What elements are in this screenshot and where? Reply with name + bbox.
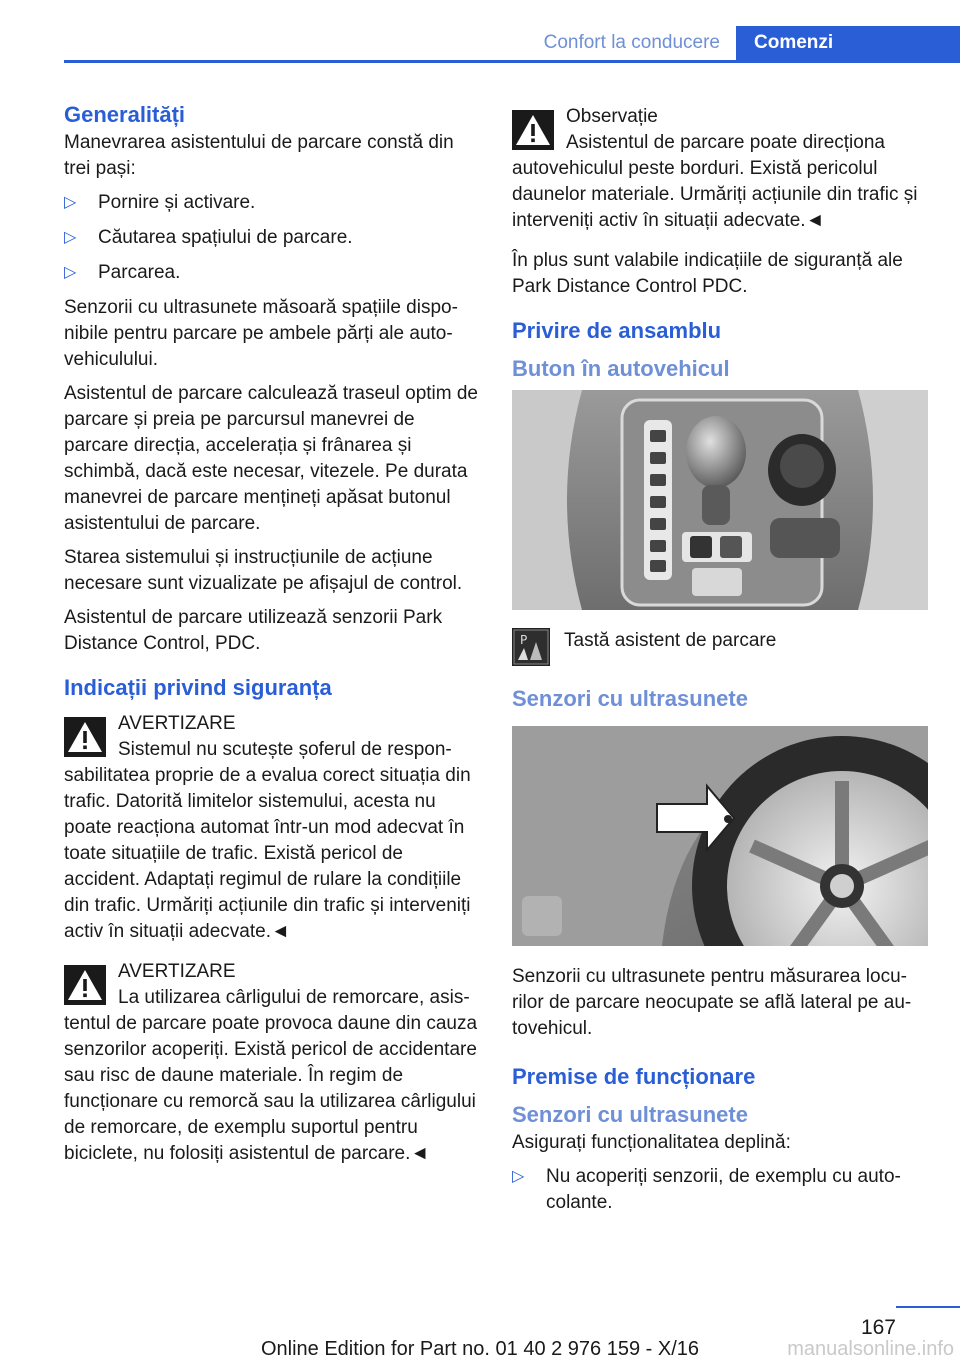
watermark: manualsonline.info <box>787 1338 954 1360</box>
note-box <box>512 104 928 234</box>
heading-ultrasonic: Senzori cu ultrasunete <box>512 686 748 711</box>
pdc-paragraph: Asistentul de parcare utilizează senzorii Park Distance Control, PDC. <box>64 607 443 654</box>
heading-overview: Privire de ansamblu <box>512 318 722 343</box>
triangle-bullet-icon: ▷ <box>512 1168 525 1185</box>
warning-title: AVERTIZARE <box>118 961 236 982</box>
caption-text: Tastă asistent de parcare <box>564 630 777 651</box>
edition-footer: Online Edition for Part no. 01 40 2 976 159 - X/16 <box>260 1338 700 1360</box>
ultrasonic-paragraph: Senzorii cu ultrasunete pentru măsurarea locurilor de parcare neocupate se află lateral pe autovehicul. <box>512 966 912 1039</box>
svg-text:P: P <box>520 633 528 647</box>
note-title: Observație <box>566 106 658 127</box>
intro-paragraph: Manevrarea asistentului de parcare constă din trei pași: <box>64 132 454 179</box>
header-chapter-tab: Comenzi <box>736 26 960 60</box>
header-rule <box>64 60 960 63</box>
warning-triangle-icon <box>64 965 106 1005</box>
center-console-image <box>512 390 928 610</box>
heading-button: Buton în autovehicul <box>512 356 730 381</box>
warning-text: Sistemul nu scutește șoferul de responsabilitatea proprie de a evalua corect situația din trafic. Datorită limitelor sistemului, acesta nu poate reacționa automat într-un mod adecvat în toate situațiile de trafic. Există pericol de accident. Adaptați regimul de rulare la condițiile din trafic. Urmăriți acțiunile din trafic și interveniți activ în situații adecvate.◄ <box>64 739 471 942</box>
triangle-bullet-icon: ▷ <box>64 264 77 281</box>
right-column <box>512 100 928 1225</box>
steps-list <box>64 190 480 286</box>
triangle-bullet-icon: ▷ <box>64 194 77 211</box>
warning-title: AVERTIZARE <box>118 713 236 734</box>
warning-box-2 <box>64 959 480 1167</box>
status-paragraph: Starea sistemului și instrucțiunile de acțiune necesare sunt vizualizate pe afișajul de control. <box>64 547 463 594</box>
triangle-bullet-icon: ▷ <box>64 229 77 246</box>
list-item: ▷ Pornire și activare. <box>64 190 480 216</box>
heading-ultrasonic-2: Senzori cu ultrasunete <box>512 1102 748 1127</box>
list-item: ▷ Parcarea. <box>64 260 480 286</box>
warning-text: La utilizarea cârligului de remorcare, asistentul de parcare poate provoca daune din cauza senzorilor acoperiți. Există pericol de accidentare sau risc de daune materiale. În regim de funcționare cu remorcă sau la utilizarea cârligului de remorcare, de exemplu suportul pentru biciclete, nu folosiți asistentul de parcare.◄ <box>64 987 478 1164</box>
ultrasonic-sensor-image <box>512 726 928 946</box>
button-caption <box>512 628 928 666</box>
park-assist-key-icon <box>512 628 550 666</box>
ensure-list <box>512 1164 928 1216</box>
heading-general: Generalități <box>64 102 186 127</box>
sensors-paragraph: Senzorii cu ultrasunete măsoară spațiile disponibile pentru parcare pe ambele părți ale autovehiculului. <box>64 297 458 370</box>
heading-prerequisites: Premise de funcționare <box>512 1064 756 1089</box>
warning-box-1 <box>64 711 480 945</box>
warning-triangle-icon <box>512 110 554 150</box>
warning-triangle-icon <box>64 717 106 757</box>
list-item: ▷ Nu acoperiți senzorii, de exemplu cu autocolante. <box>512 1166 901 1213</box>
page-number-rule <box>896 1306 960 1308</box>
additional-paragraph: În plus sunt valabile indicațiile de siguranță ale Park Distance Control PDC. <box>512 250 903 297</box>
page-number: 167 <box>860 1316 896 1339</box>
note-text: Asistentul de parcare poate direcționa autovehiculul peste borduri. Există pericolul daunelor materiale. Urmăriți acțiunile din trafic și interveniți activ în situații adecvate.◄ <box>512 132 918 231</box>
calc-paragraph: Asistentul de parcare calculează traseul optim de parcare și preia pe parcursul manevrei de parcare direcția, accelerația și frânarea și schimbă, dacă este necesar, vitezele. Pe durata manevrei de parcare mențineți apăsat butonul asistentului de parcare. <box>64 383 479 534</box>
list-item: ▷ Căutarea spațiului de parcare. <box>64 225 480 251</box>
heading-safety: Indicații privind siguranța <box>64 675 332 700</box>
left-column <box>64 100 480 1181</box>
header-section-tab: Confort la conducere <box>543 32 720 53</box>
ensure-paragraph: Asigurați funcționalitatea deplină: <box>512 1132 791 1153</box>
